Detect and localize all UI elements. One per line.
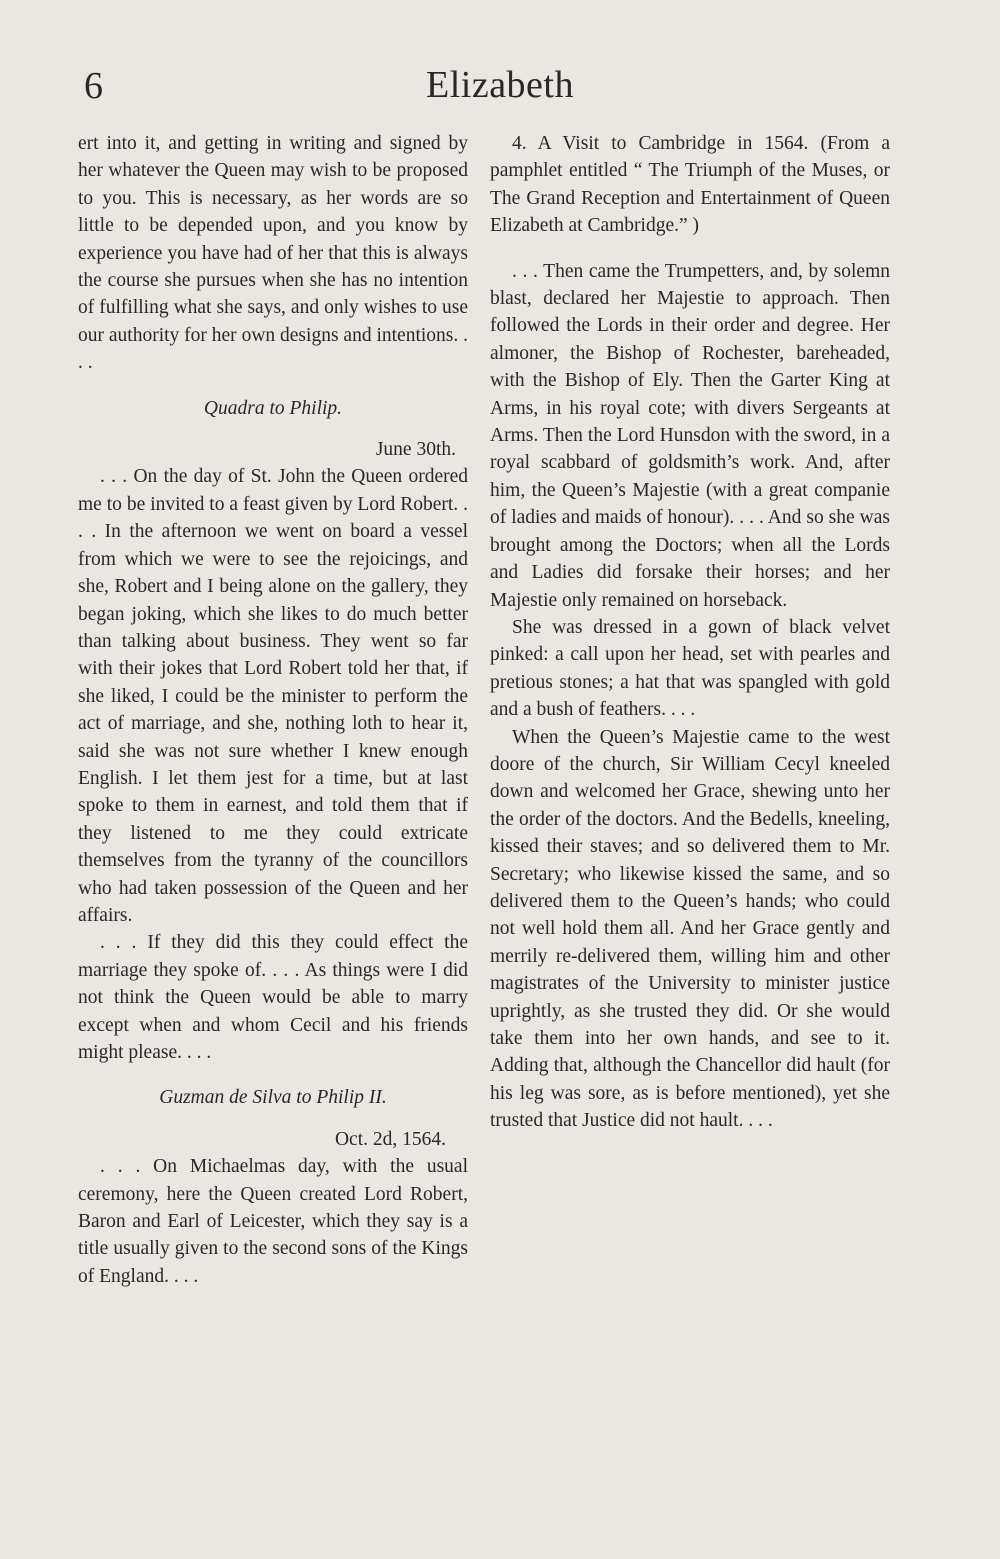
letter-heading-quadra: Quadra to Philip. xyxy=(203,397,343,419)
section-title-cambridge: 4. A Visit to Cambridge in 1564. (From a pamphlet entitled “ The Triumph of the Muses, or The Grand Reception and Entertainment of Queen Elizabeth at Cambridge.” ) xyxy=(490,133,890,237)
letter-heading-guzman: Guzman de Silva to Philip II. xyxy=(159,1087,387,1109)
paragraph-trumpetters: . . . Then came the Trumpetters, and, by solemn blast, declared her Majestie to approach. Then followed the Lords in their order and degree. Her almoner, the Bishop of Rochester, bareheaded, with the Bishop of Ely. Then the Garter King at Arms, in his royal cote; with divers Sergeants at Arms. Then the Lord Hunsdon with the sword, in a royal scabbard of goldsmith’s work. And, after him, the Queen’s Majestie (with a great companie of ladies and maids of honour). . . . And so she was brought among the Doctors; when all the Lords and Ladies did forsake their horses; and her Majestie only remained on horseback. xyxy=(490,260,890,611)
page-number: 6 xyxy=(84,65,103,107)
paragraph-continuation: ert into it, and getting in writing and signed by her whatever the Queen may wish to be proposed to you. This is necessary, as her words are so little to be depended upon, and you know by experience you have had of her that this is always the course she pursues when she has no intention of fulfilling what she says, and only wishes to use our authority for her own designs and intentions. . . . xyxy=(78,133,468,374)
paragraph-gown: She was dressed in a gown of black velvet pinked: a call upon her head, set with pearles and pretious stones; a hat that was spangled with gold and a bush of feathers. . . . xyxy=(490,616,890,721)
left-column xyxy=(78,130,468,1290)
running-head-title: Elizabeth xyxy=(426,64,574,106)
letter-date-october: Oct. 2d, 1564. xyxy=(334,1128,446,1150)
paragraph-west-doore: When the Queen’s Majestie came to the west doore of the church, Sir William Cecyl kneeled down and welcomed her Grace, shewing unto her the order of the doctors. And the Bedells, kneeling, kissed their staves; and so delivered them to Mr. Secretary; who likewise kissed the same, and so delivered them to the Queen’s hands; who could not well hold them all. And her Grace gently and merrily re-delivered them, willing him and other magistrates of the University to minister justice uprightly, as she trusted they did. Or she would take them into her own hands, and see to it. Adding that, although the Chancellor did hault (for his leg was sore, as is before mentioned), yet she trusted that Justice did not hault. . . . xyxy=(490,726,890,1132)
letter-date-june: June 30th. xyxy=(375,439,456,461)
paragraph-st-john: . . . On the day of St. John the Queen ordered me to be invited to a feast given by Lord Robert. . . . In the afternoon we went on board a vessel from which we were to see the rejoicings, and she, Robert and I being alone on the gallery, they began joking, which she likes to do much better than talking about business. They went so far with their jokes that Lord Robert told her that, if she liked, I could be the minister to perform the act of marriage, and she, nothing loth to hear it, said she was not sure whether I knew enough English. I let them jest for a time, but at last spoke to them in earnest, and told them that if they listened to me they could extricate themselves from the tyranny of the councillors who had taken possession of the Queen and her affairs. xyxy=(78,466,468,926)
paragraph-michaelmas: . . . On Michaelmas day, with the usual ceremony, here the Queen created Lord Robert, Baron and Earl of Leicester, which they say is a title usually given to the second sons of the Kings of England. . . . xyxy=(78,1156,468,1287)
right-column xyxy=(490,130,890,1135)
paragraph-marriage: . . . If they did this they could effect the marriage they spoke of. . . . As things were I did not think the Queen would be able to marry except when and whom Cecil and his friends might please. . . . xyxy=(78,932,468,1063)
